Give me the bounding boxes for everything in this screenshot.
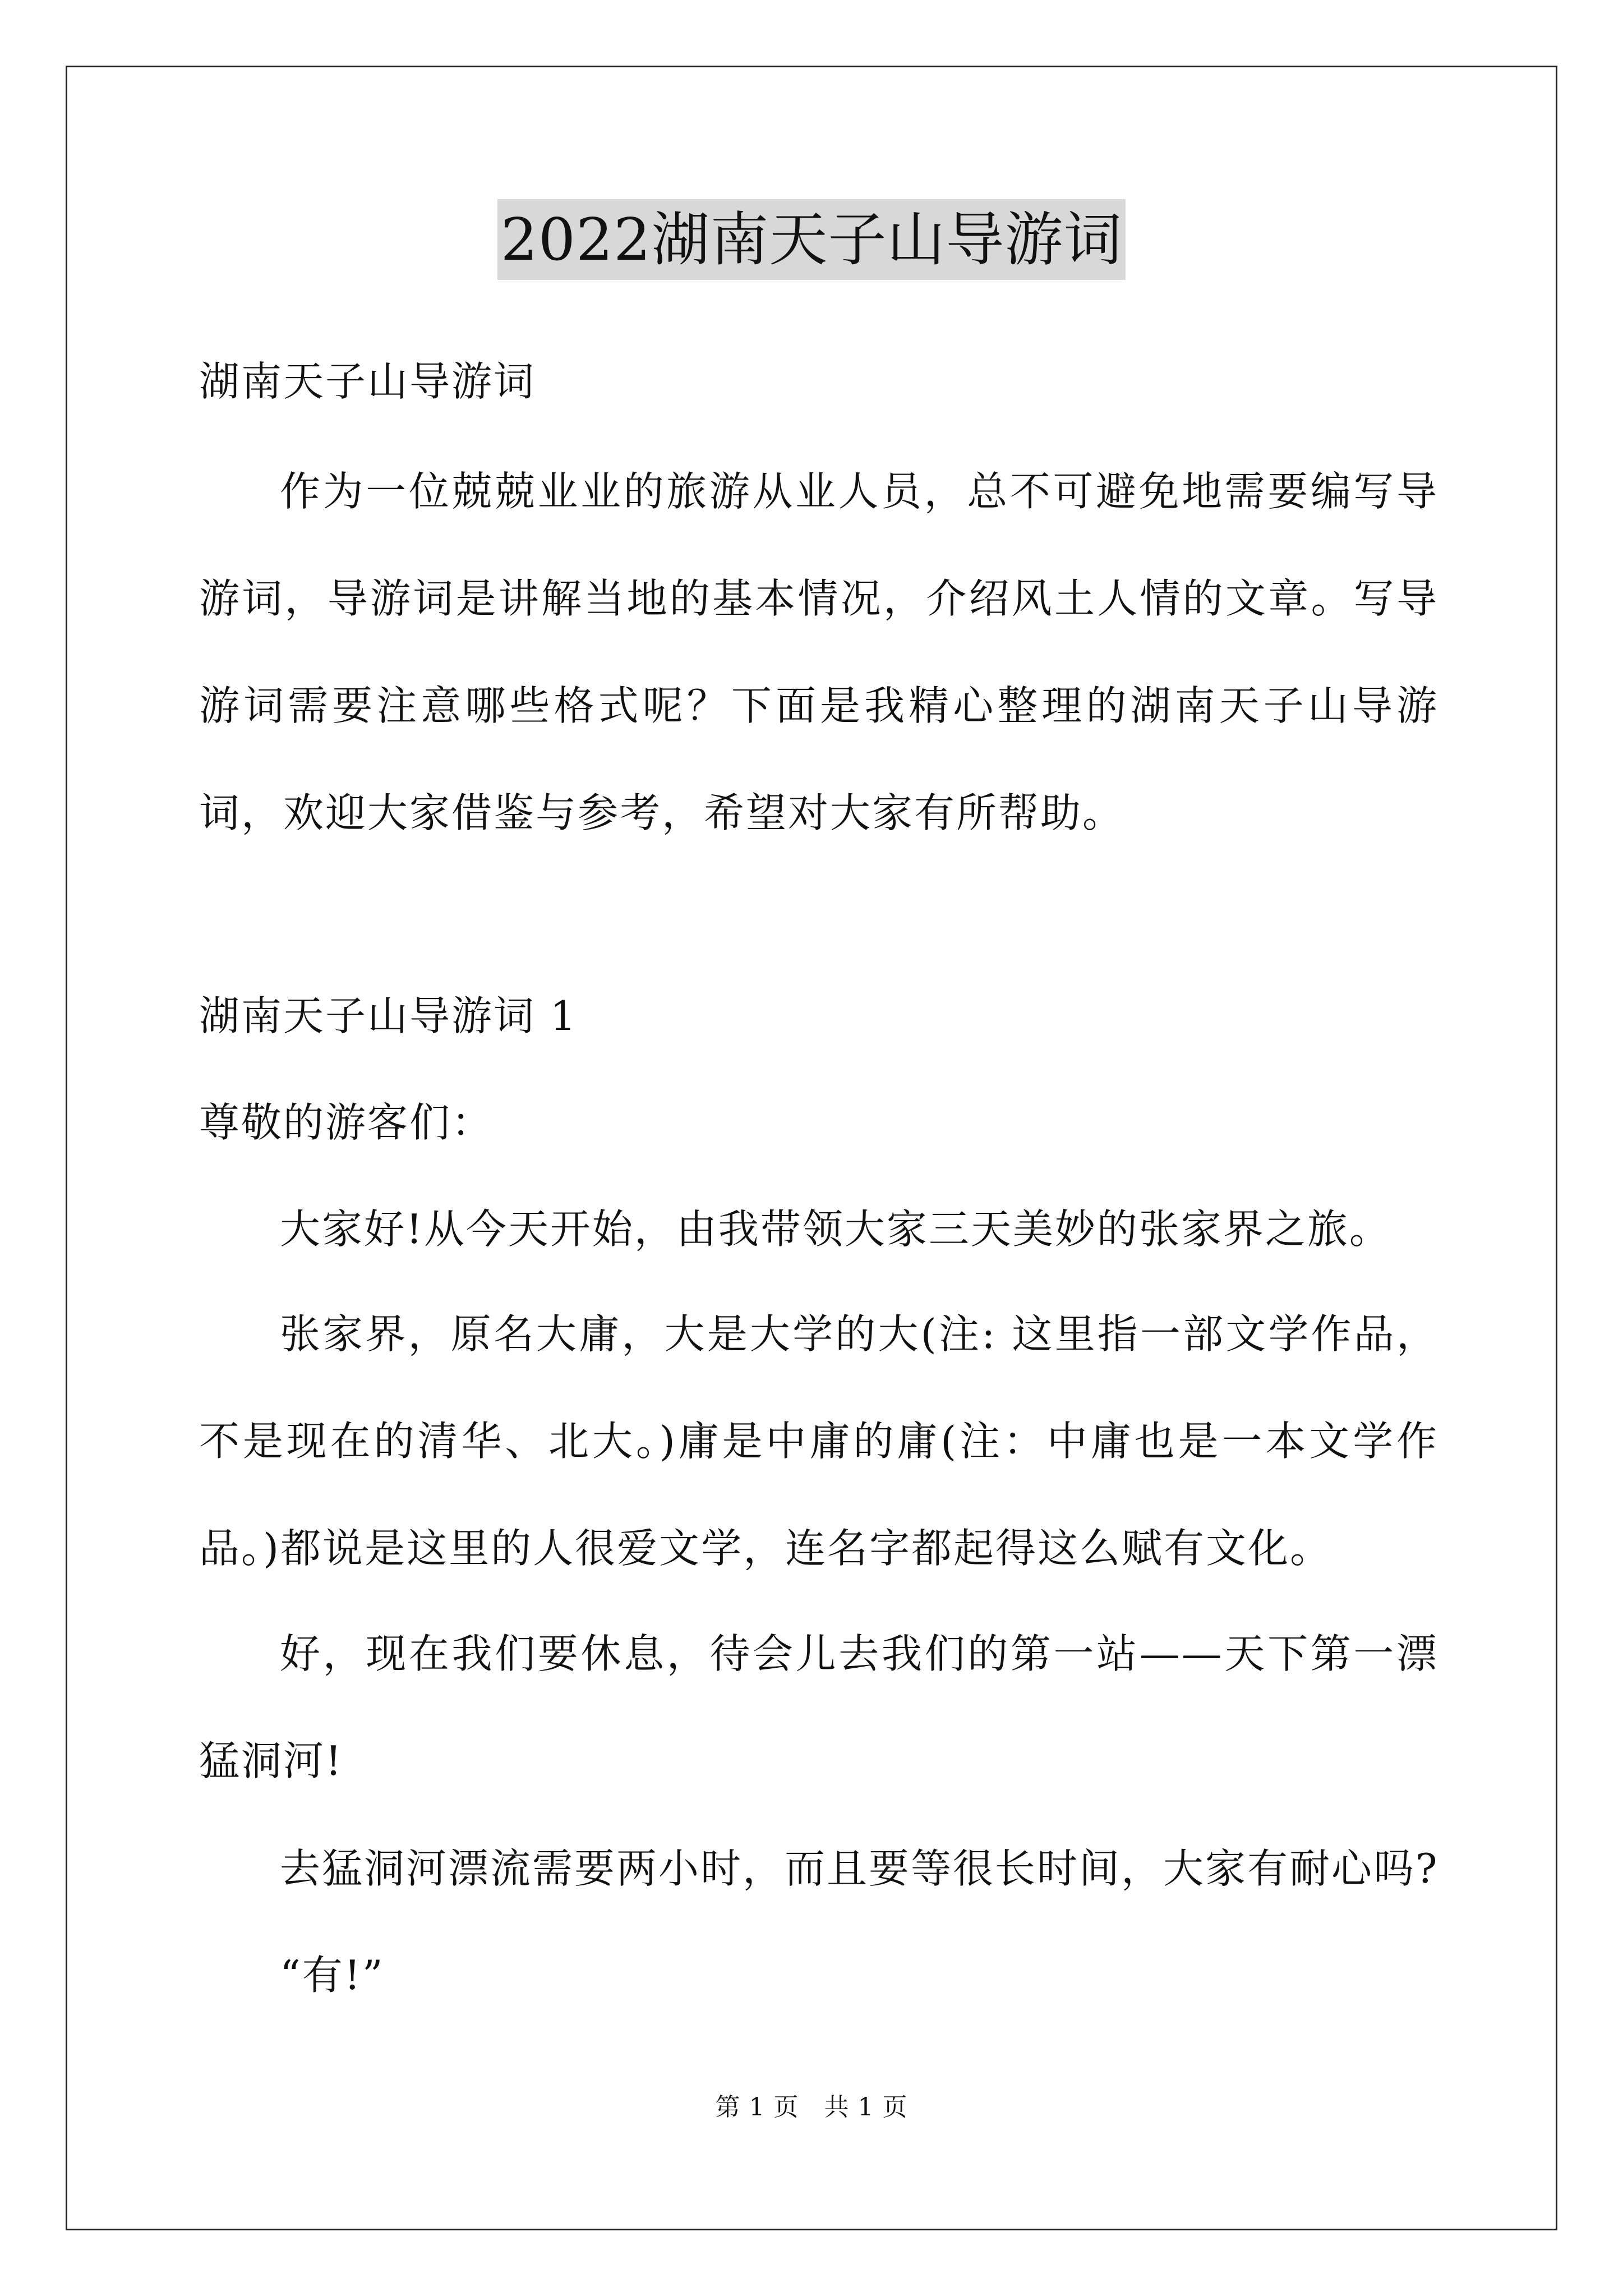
paragraph-4: 去猛洞河漂流需要两小时，而且要等很长时间，大家有耐心吗?	[280, 1845, 1439, 1892]
paragraph-2: 张家界，原名大庸，大是大学的大(注: 这里指一部文学作品，不是现在的清华、北大。)庸是中庸的庸(注：中庸也是一本文学作品。)都说是这里的人很爱文学，连名字都起得这么赋有文化。	[199, 1310, 1438, 1572]
title-container	[0, 199, 1623, 280]
page-footer: 第 1 页 共 1 页	[715, 2093, 908, 2122]
document-subtitle: 湖南天子山导游词	[199, 358, 536, 405]
section-heading: 湖南天子山导游词 1	[199, 992, 578, 1039]
document-title: 2022湖南天子山导游词	[497, 199, 1126, 280]
paragraph-3: 好，现在我们要休息，待会儿去我们的第一站——天下第一漂猛洞河!	[199, 1630, 1438, 1784]
greeting-line: 尊敬的游客们：	[199, 1099, 494, 1146]
paragraph-1: 大家好!从今天开始，由我带领大家三天美妙的张家界之旅。	[280, 1205, 1391, 1253]
paragraph-5: “有!”	[280, 1952, 385, 1999]
intro-paragraph: 作为一位兢兢业业的旅游从业人员，总不可避免地需要编写导游词，导游词是讲解当地的基本情况，介绍风土人情的文章。写导游词需要注意哪些格式呢？下面是我精心整理的湖南天子山导游词，欢迎大家借鉴与参考，希望对大家有所帮助。	[199, 468, 1438, 836]
